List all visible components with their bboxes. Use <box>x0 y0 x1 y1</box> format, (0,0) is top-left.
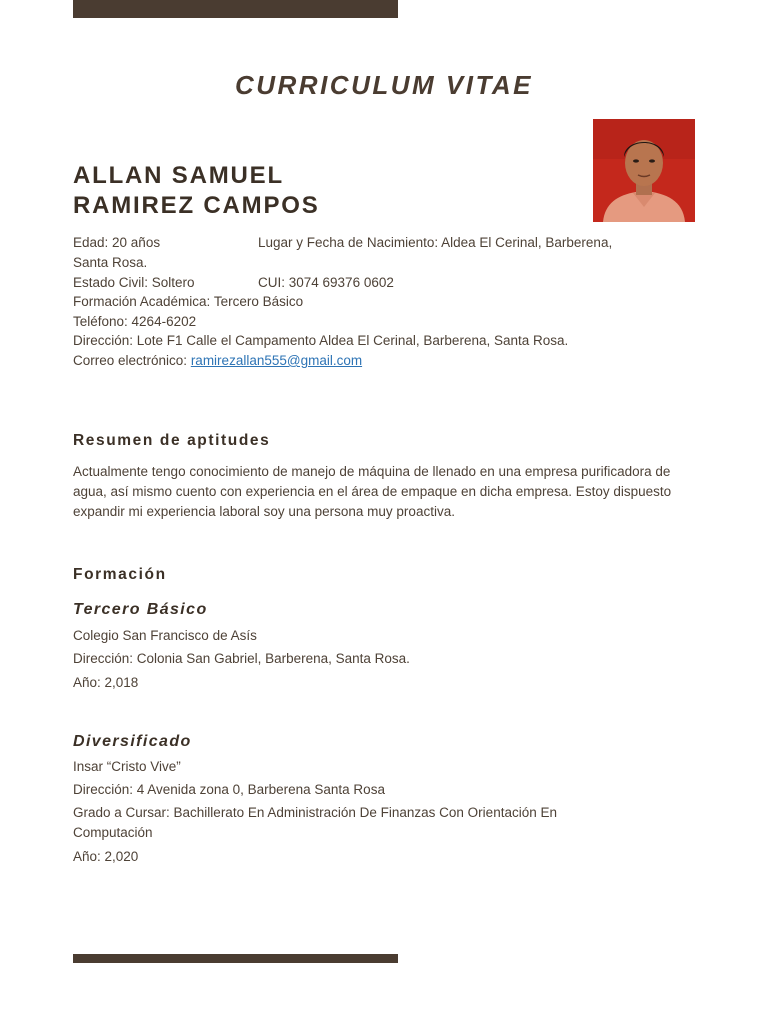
education-entry-2-address: Dirección: 4 Avenida zona 0, Barberena Santa Rosa <box>73 782 385 797</box>
education-entry-1-title: Tercero Básico <box>73 601 208 618</box>
education-entry-2-year: Año: 2,020 <box>73 849 139 864</box>
phone-text: Teléfono: 4264-6202 <box>73 314 197 329</box>
age-text: Edad: 20 años <box>73 235 161 250</box>
address-text: Dirección: Lote F1 Calle el Campamento Aldea El Cerinal, Barberena, Santa Rosa. <box>73 333 569 348</box>
education-entry-2-title: Diversificado <box>73 733 192 750</box>
skills-heading: Resumen de aptitudes <box>73 432 271 449</box>
top-decorative-bar <box>73 0 398 18</box>
education-entry-2-grade: Grado a Cursar: Bachillerato En Administración De Finanzas Con Orientación En <box>73 805 557 820</box>
education-entry-2-grade-continuation: Computación <box>73 825 153 840</box>
birth-place-text: Lugar y Fecha de Nacimiento: Aldea El Cerinal, Barberena, <box>258 235 613 250</box>
personal-info-row-1 <box>73 233 613 253</box>
name-line-1: ALLAN SAMUEL <box>73 162 284 189</box>
document-title: CURRICULUM VITAE <box>234 70 534 100</box>
personal-info-row-2 <box>73 273 394 293</box>
email-row <box>73 351 362 371</box>
profile-photo <box>593 119 695 222</box>
education-entry-1-address: Dirección: Colonia San Gabriel, Barberena, Santa Rosa. <box>73 651 410 666</box>
education-entry-1-year: Año: 2,018 <box>73 675 139 690</box>
birth-place-continuation: Santa Rosa. <box>73 255 148 270</box>
formation-heading: Formación <box>73 566 167 583</box>
email-link[interactable]: ramirezallan555@gmail.com <box>190 353 363 368</box>
cui-text: CUI: 3074 69376 0602 <box>258 275 394 290</box>
name-line-2: RAMIREZ CAMPOS <box>73 192 320 219</box>
civil-status-text: Estado Civil: Soltero <box>73 275 195 290</box>
education-text: Formación Académica: Tercero Básico <box>73 294 304 309</box>
candidate-name <box>73 161 320 221</box>
skills-paragraph: Actualmente tengo conocimiento de manejo de máquina de llenado en una empresa purificadora de agua, así mismo cuento con experiencia en el área de empaque en dicha empresa. Estoy dispuesto expandir mi experiencia laboral soy una persona muy proactiva. <box>73 464 672 519</box>
email-label: Correo electrónico: <box>73 353 191 368</box>
education-entry-1-school: Colegio San Francisco de Asís <box>73 628 257 643</box>
bottom-decorative-bar <box>73 954 398 963</box>
person-portrait-icon <box>593 119 695 222</box>
education-entry-2-school: Insar “Cristo Vive” <box>73 759 181 774</box>
